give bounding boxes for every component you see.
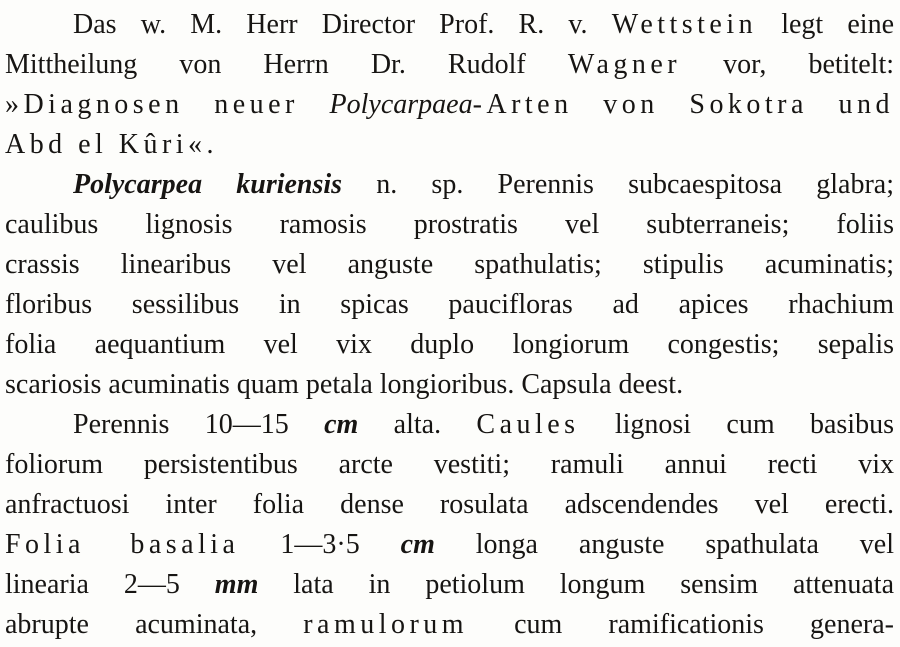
body-text: legt eine	[757, 9, 894, 40]
letterspaced-emphasis-text: -Arten von Sokotra und	[472, 89, 894, 120]
body-text: cum ramificationis genera-	[467, 609, 894, 640]
text-line	[5, 365, 894, 405]
letterspaced-emphasis-text: Wettstein	[611, 9, 758, 40]
body-text: abrupte acuminata,	[5, 609, 304, 640]
letterspaced-emphasis-text: Wagner	[567, 49, 682, 80]
text-line	[5, 525, 894, 565]
body-text: lignosi cum basibus	[579, 409, 894, 440]
letterspaced-emphasis-text: Caules	[476, 409, 580, 440]
body-text: vor, betitelt:	[681, 49, 894, 80]
bold-italic-text: cm	[324, 409, 359, 440]
text-line	[5, 125, 894, 165]
letterspaced-emphasis-text: ramulorum	[303, 609, 468, 640]
bold-italic-text: cm	[400, 529, 435, 560]
text-line	[5, 605, 894, 645]
body-text: Das w. M. Herr Director Prof. R. v.	[73, 9, 612, 40]
body-text: floribus sessilibus in spicas paucifloras ad apices rhachium	[5, 289, 894, 320]
body-text: folia aequantium vel vix duplo longiorum congestis; sepalis	[5, 329, 894, 360]
letterspaced-emphasis-text: Folia basalia	[5, 529, 240, 560]
bold-italic-text: mm	[214, 569, 259, 600]
bold-italic-text: Polycarpea kuriensis	[73, 169, 343, 200]
body-text: Perennis 10—15	[73, 409, 325, 440]
text-line	[5, 45, 894, 85]
body-text: n. sp. Perennis subcaespitosa glabra;	[342, 169, 894, 200]
text-line	[5, 5, 894, 45]
body-text: longa anguste spathulata vel	[434, 529, 894, 560]
italic-text: Polycarpaea	[329, 89, 473, 120]
body-text: Mittheilung von Herrn Dr. Rudolf	[5, 49, 568, 80]
letterspaced-emphasis-text: Abd el Kûri«.	[5, 129, 218, 160]
text-line	[5, 285, 894, 325]
text-line	[5, 485, 894, 525]
body-text: linearia 2—5	[5, 569, 215, 600]
text-line	[5, 445, 894, 485]
body-text: foliorum persistentibus arcte vestiti; ramuli annui recti vix	[5, 449, 894, 480]
text-line	[5, 85, 894, 125]
text-line	[5, 245, 894, 285]
body-text: scariosis acuminatis quam petala longioribus. Capsula deest.	[5, 369, 684, 400]
body-text: alta.	[358, 409, 477, 440]
text-line	[5, 565, 894, 605]
text-line	[5, 405, 894, 445]
body-text: lata in petiolum longum sensim attenuata	[258, 569, 894, 600]
body-text: caulibus lignosis ramosis prostratis vel subterraneis; foliis	[5, 209, 894, 240]
text-line	[5, 165, 894, 205]
body-text: crassis linearibus vel anguste spathulatis; stipulis acuminatis;	[5, 249, 894, 280]
text-line	[5, 325, 894, 365]
text-line	[5, 205, 894, 245]
body-text: anfractuosi inter folia dense rosulata adscendendes vel erecti.	[5, 489, 894, 520]
letterspaced-emphasis-text: »Diagnosen neuer	[5, 89, 330, 120]
body-text: 1—3·5	[239, 529, 401, 560]
